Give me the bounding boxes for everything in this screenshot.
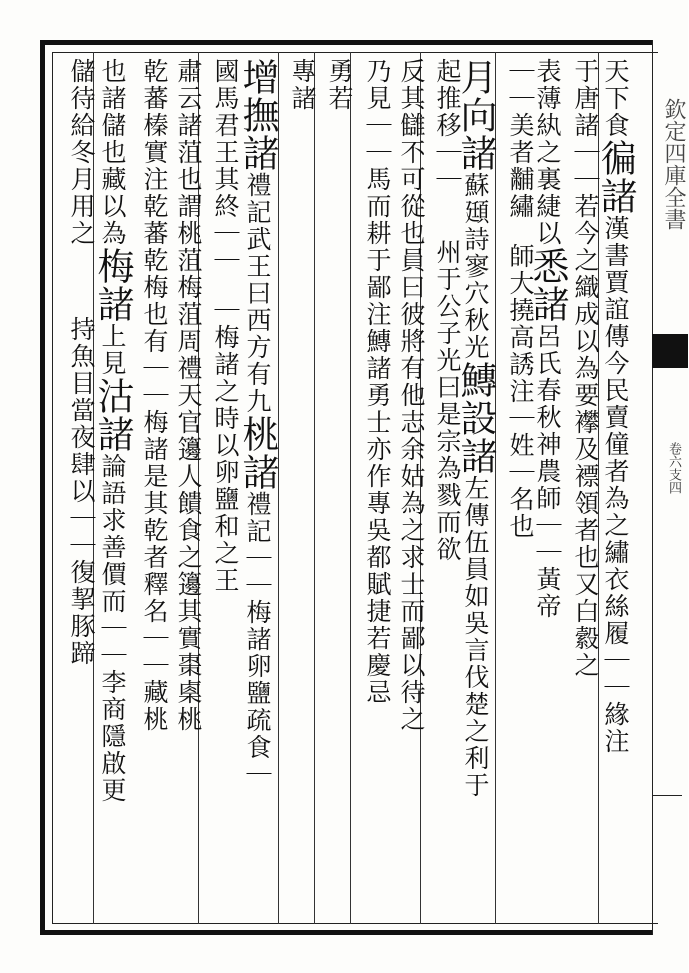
commentary-text: 乾蕃榛實注乾蕃乾梅也有｜｜梅諸是其乾者釋名｜｜藏桃 bbox=[140, 58, 169, 733]
text-column bbox=[281, 58, 315, 138]
blank-space bbox=[508, 220, 532, 243]
commentary-text: 州于公子光曰是宗為戮而欲 bbox=[433, 239, 462, 563]
headword: 桃諸 bbox=[236, 415, 279, 491]
commentary-text: 勇若 bbox=[325, 58, 354, 112]
text-column bbox=[236, 58, 279, 914]
commentary-text: 于唐諸 bbox=[571, 58, 600, 139]
commentary-text: 乃見｜｜馬而耕于鄙注鱄諸勇士亦作專吳都賦捷若慶忌 bbox=[363, 58, 392, 706]
margin-rule bbox=[652, 795, 682, 796]
commentary-text: 肅云諸菹也謂桃菹梅菹周禮天官籩人饋食之籩其實棗㮚桃 bbox=[174, 58, 203, 733]
commentary-text: 國馬君王其終｜｜ bbox=[211, 58, 240, 274]
headword: 增撫諸 bbox=[236, 58, 279, 172]
column-rule bbox=[350, 52, 351, 924]
commentary-text: 起推移｜｜ bbox=[433, 58, 462, 193]
commentary-text: 禮記武王曰西方有九 bbox=[243, 172, 272, 415]
commentary-text: 蘇頲詩寥穴秋光 bbox=[461, 172, 490, 361]
text-column bbox=[91, 58, 134, 914]
text-column bbox=[454, 58, 497, 914]
headword: 梅諸 bbox=[91, 247, 134, 323]
commentary-text: ｜｜美者黼繡 bbox=[506, 58, 535, 220]
commentary-text: 專諸 bbox=[288, 58, 317, 112]
headword: 沽諸 bbox=[91, 377, 134, 453]
commentary-text: 反其讎不可從也員曰彼將有他志余姑為之求士而鄙以待之 bbox=[397, 58, 426, 733]
commentary-text: ｜｜若今之織成以為要襻及褾領者也又白縠之 bbox=[571, 139, 600, 679]
commentary-text: ｜梅諸之時以卵鹽和之王 bbox=[211, 297, 240, 594]
column-rule bbox=[314, 52, 315, 924]
text-column bbox=[58, 58, 94, 914]
text-column bbox=[131, 58, 167, 914]
commentary-text: 禮記｜｜梅諸卵鹽疏食｜ bbox=[243, 491, 272, 788]
fish-tail-mark bbox=[652, 334, 688, 368]
blank-space bbox=[213, 274, 237, 297]
text-column bbox=[165, 58, 201, 914]
commentary-text: 天下食 bbox=[601, 58, 630, 139]
text-column bbox=[354, 58, 390, 914]
headword: 月向諸 bbox=[454, 58, 497, 172]
commentary-text: 師大撓高誘注｜姓｜名也 bbox=[506, 243, 535, 540]
text-column bbox=[424, 58, 460, 914]
commentary-text: 表薄紈之裏緁以 bbox=[533, 58, 562, 247]
commentary-text: 論語求善價而｜｜李商隱啟更 bbox=[98, 453, 127, 804]
commentary-text: 儲待給冬月用之 bbox=[67, 58, 96, 247]
commentary-text: 上見 bbox=[98, 323, 127, 377]
commentary-text: 也諸儲也藏以為 bbox=[98, 58, 127, 247]
blank-space bbox=[69, 247, 93, 316]
text-column bbox=[497, 58, 533, 914]
commentary-text: 左傳伍員如吳言伐楚之利于 bbox=[461, 475, 490, 799]
headword: 鱄設諸 bbox=[454, 361, 497, 475]
column-rule bbox=[495, 52, 496, 924]
text-column bbox=[202, 58, 238, 914]
commentary-text: 漢書賈誼傳今民賣僮者為之繡衣絲履｜｜緣注 bbox=[601, 215, 630, 755]
text-column bbox=[388, 58, 424, 914]
headword: 悉諸 bbox=[526, 247, 569, 323]
blank-space bbox=[435, 193, 459, 239]
commentary-text: 呂氏春秋神農師｜｜黃帝 bbox=[533, 323, 562, 620]
text-column bbox=[526, 58, 569, 914]
spread-edge-line bbox=[652, 40, 653, 935]
margin-section: 卷六支四 bbox=[666, 442, 681, 494]
text-column bbox=[594, 58, 637, 914]
text-column bbox=[562, 58, 598, 914]
margin-title: 欽定四庫全書 bbox=[661, 98, 686, 230]
commentary-text: 持魚目當夜肆以｜｜復挈豚蹄 bbox=[67, 316, 96, 667]
facing-page-edge bbox=[652, 40, 688, 935]
headword: 徧諸 bbox=[594, 139, 637, 215]
text-column bbox=[318, 58, 352, 138]
